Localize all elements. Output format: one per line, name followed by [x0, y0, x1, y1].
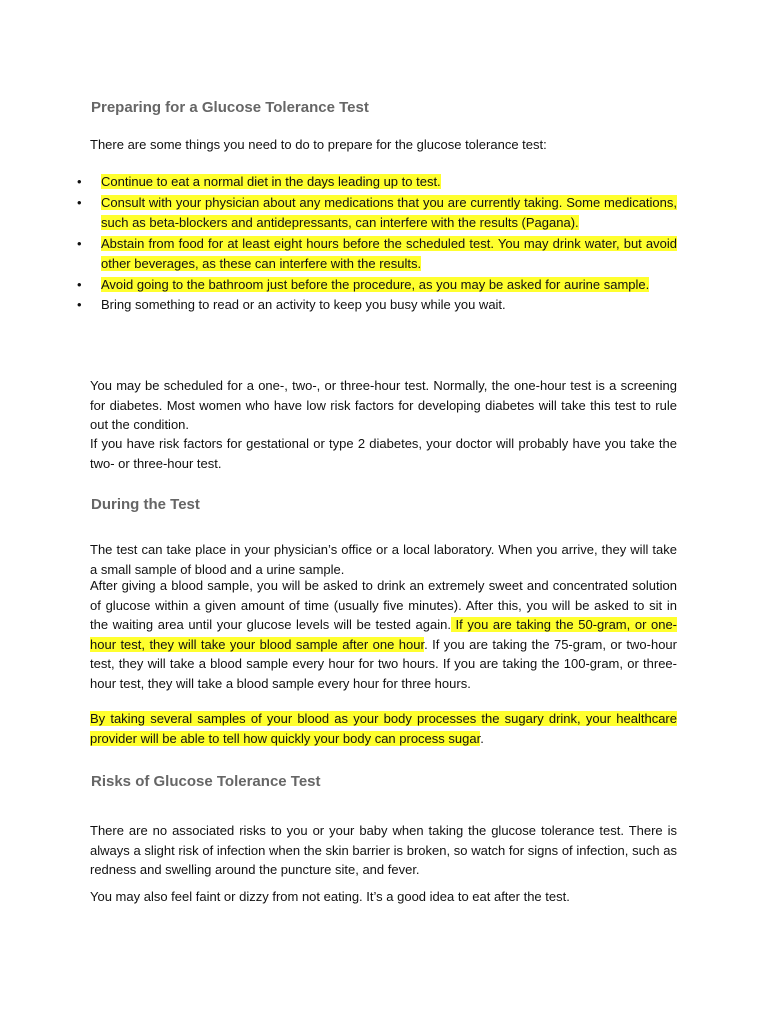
list-item	[0, 275, 768, 296]
list-item-text: Bring something to read or an activity to keep you busy while you wait.	[101, 297, 506, 312]
paragraph-text: .	[480, 730, 484, 746]
paragraph-faint: You may also feel faint or dizzy from not eating. It’s a good idea to eat after the test.	[90, 889, 570, 904]
heading-preparing: Preparing for a Glucose Tolerance Test	[91, 99, 369, 116]
bullet-icon: •	[77, 174, 82, 189]
paragraph-test-duration: You may be scheduled for a one-, two-, or three-hour test. Normally, the one-hour test is a screening for diabetes. Most women who have low risk factors for developing diabetes will take this test to rule out the condition.	[90, 378, 677, 432]
bullet-icon: •	[77, 235, 82, 251]
paragraph-blood-samples	[90, 576, 677, 693]
paragraph-test-location: The test can take place in your physician’s office or a local laboratory. When you arrive, they will take a small sample of blood and a urine sample.	[90, 542, 677, 577]
list-item-text: Abstain from food for at least eight hours before the scheduled test. You may drink water, but avoid other beverages, as these can interfere with the results.	[101, 235, 677, 271]
bullet-icon: •	[77, 297, 82, 312]
heading-during-test: During the Test	[91, 496, 200, 513]
paragraph-text: After giving a blood sample, you will be asked to drink an extremely sweet and concentrated solution of glucose within a given amount of time (usually five minutes). After this, you will be asked to sit in the waiting area until your glucose levels will be tested again.	[90, 578, 677, 632]
paragraph-risks: There are no associated risks to you or your baby when taking the glucose tolerance test. There is always a slight risk of infection when the skin barrier is broken, so watch for signs of infection, such as redness and swelling around the puncture site, and fever.	[90, 823, 677, 877]
paragraph-text: . If you are taking the 75-gram, or two-hour test, they will take a blood sample every hour for two hours. If you are taking the 100-gram, or three-hour test, they will take a blood sample every hour for three hours.	[90, 636, 677, 691]
list-item-text: Continue to eat a normal diet in the days leading up to test.	[101, 174, 441, 189]
list-item-text: Consult with your physician about any medications that you are currently taking. Some medications, such as beta-blockers and antidepressants, can interfere with the results (Pagana).	[101, 194, 677, 230]
bullet-icon: •	[77, 276, 82, 292]
highlighted-text: If you are taking the 50-gram, or one-hour test, they will take your blood sample after one hour	[90, 617, 678, 652]
heading-risks: Risks of Glucose Tolerance Test	[91, 773, 321, 790]
list-item-text: Avoid going to the bathroom just before the procedure, as you may be asked for aurine sample.	[101, 276, 650, 292]
intro-text: There are some things you need to do to prepare for the glucose tolerance test:	[90, 137, 547, 152]
highlighted-text: By taking several samples of your blood as your body processes the sugary drink, your healthcare provider will be able to tell how quickly your body can process sugar	[90, 711, 677, 746]
paragraph-risk-factors: If you have risk factors for gestational or type 2 diabetes, your doctor will probably have you take the two- or three-hour test.	[90, 436, 677, 471]
list-item	[0, 234, 768, 275]
list-item	[0, 193, 768, 234]
paragraph-processing	[90, 709, 677, 748]
list-item	[0, 295, 768, 316]
list-item	[0, 172, 768, 193]
bullet-icon: •	[77, 194, 82, 210]
preparation-list	[0, 172, 768, 316]
